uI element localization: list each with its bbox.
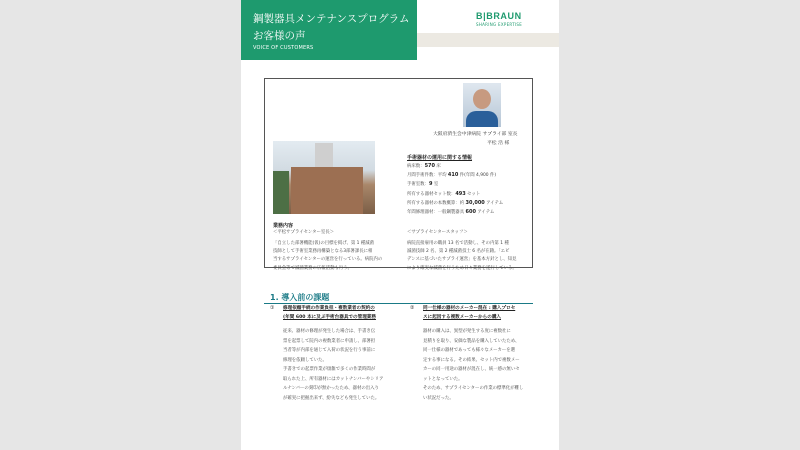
affiliation: 大阪府済生会中津病院 サプライ部 室長 (433, 132, 518, 137)
header-subtitle: お客様の声 (253, 30, 306, 42)
stat-line: 手術室数：9 室 (407, 181, 439, 188)
staff-line: により確実な滅菌を行うため日々業務を遂行している。 (407, 265, 517, 271)
logo-tagline: SHARING EXPERTISE (476, 22, 523, 27)
hospital-photo (273, 141, 375, 214)
header-title-en: VOICE OF CUSTOMERS (253, 45, 314, 51)
issue1-line: 票を起票して院内の複数業者に申請し、部署担 (283, 338, 376, 344)
issue1-number: ① (270, 305, 275, 311)
header-banner (241, 0, 417, 60)
issue1-line: 手書きでの起票作業が煩雑で多くの作業時間が (283, 367, 376, 372)
business-line: 委員会等で滅菌業務の広報活動も行う。 (273, 265, 353, 271)
issue2-line: 見積りを取り、安価な製品を購入していたため、 (423, 338, 520, 344)
issue1-line: が確実に把握出来ず、紛失なども発生していた。 (283, 395, 380, 401)
instrument-info-heading: 手術器材の運用に関する情報 (407, 155, 473, 161)
issue1-line: 取られた上、所有器材にはカットナンバーやシリア (283, 376, 384, 382)
issue2-heading-line: 同一仕様の器材のメーカー混在 : 購入プロセ (423, 306, 516, 311)
business-line: 技師として手術室業務再構築となる3部署課長に相 (273, 249, 373, 255)
issue2-line: 定する事になる。その結果、セット内で複数メー (423, 357, 520, 363)
header-title: 鋼製器具メンテナンスプログラム (253, 13, 410, 25)
header-accent-band (417, 33, 559, 47)
issue2-line: そのため、サプライセンターの作業の標準化が難し (423, 386, 524, 391)
issue2-line: 器材の購入は、異型が発生する度に複数社に (423, 329, 511, 334)
issue2-line: ットとなっていた。 (423, 376, 463, 382)
staff-sub: ＜サプライセンタースタッフ＞ (407, 230, 468, 235)
issue1-line: ルナンバーの刻印が無かったため、器材の出入り (283, 386, 379, 391)
issue1-heading-line: (年間 600 本に及ぶ手術台器具での管理業務 (283, 314, 376, 320)
stat-line: 月間手術件数：平均 410 件(年間 4,900 件) (407, 172, 497, 179)
issue2-heading-line: スに起因する複数メーカーからの購入 (423, 314, 502, 320)
issue1-line: 従来、器材の修理が発生した場合は、手書き伝 (283, 329, 376, 334)
issue1-heading-line: 修理依頼手続の作業負担・複数業者の契約の (283, 306, 375, 311)
issue1-line: 修理を依頼していた。 (283, 357, 327, 363)
stat-line: 所有する器材の本数概算：約 30,000 アイテム (407, 199, 504, 206)
business-heading: 業務内容 (273, 223, 294, 229)
issue2-line: 同一仕様の器材であっても様々なメーカーを選 (423, 348, 516, 353)
staff-line: 病院直接雇用の職員 13 名で活動し、その内第 1 種 (407, 241, 509, 246)
stat-line: 所有する器材セット数：493 セット (407, 190, 481, 197)
bbraun-logo (476, 11, 522, 27)
business-line: 「自立した部署機能(仮)の目標を掲げ、第 1 種滅菌 (273, 241, 375, 246)
person-name: 平松 浩 様 (487, 141, 510, 146)
staff-line: 滅菌技師 2 名、第 2 種滅菌技士 6 名が在籍。「エビ (407, 249, 510, 255)
stat-line: 病床数：570 床 (407, 163, 441, 169)
section-rule (264, 303, 533, 304)
business-line: 当するサプライセンターの運営を行っている。病院内の (273, 257, 383, 263)
section-title: 1. 導入前の課題 (270, 293, 330, 302)
issue2-line: い状況だった。 (423, 395, 454, 401)
issue2-line: カーの同一用途の器材が混在し、統一感の無いセ (423, 367, 520, 372)
logo-brand: B|BRAUN (476, 11, 522, 21)
business-sub: ＜平松サプライセンター室長＞ (273, 230, 335, 235)
stat-line: 年間修理器材：一般鋼製器具 600 アイテム (407, 209, 495, 215)
portrait-photo (463, 83, 501, 127)
staff-line: デンスに基づいたサプライ運営」を基本方針とし、知見 (407, 257, 517, 263)
issue1-line: 当者等が内部を通じて入荷の状況を行う事前に (283, 348, 376, 353)
issue2-number: ② (410, 305, 415, 311)
